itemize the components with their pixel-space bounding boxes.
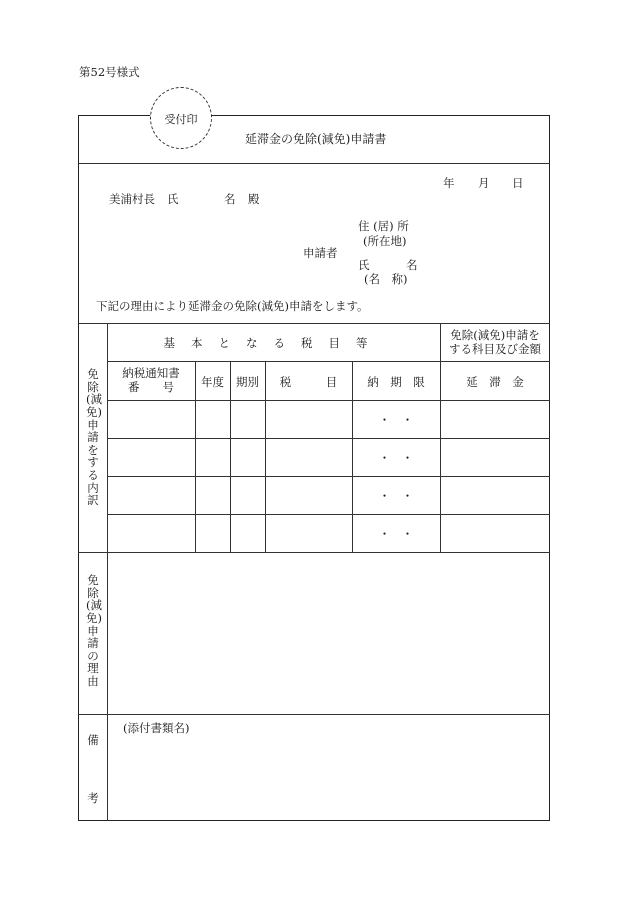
- col-year-header: 年度: [201, 375, 224, 389]
- addressee-name-label-2: 名: [224, 192, 236, 206]
- rule-title: [78, 163, 550, 164]
- applicant-address-sub: (所在地): [363, 234, 407, 248]
- amount-header-line-2: する科目及び金額: [449, 342, 541, 357]
- reception-stamp-area: [150, 87, 212, 149]
- row-4-due-date: ・ ・: [378, 527, 414, 541]
- addressee-name-label: 氏: [167, 192, 179, 206]
- rule-row-3: [107, 476, 550, 477]
- row-2-due-date: ・ ・: [378, 451, 414, 465]
- section-reason-label: 免除(減免)申請の理由: [86, 573, 102, 689]
- group-header: 基本となる税目等: [163, 336, 384, 350]
- rule-label-column: [107, 323, 108, 821]
- rule-amount-column: [440, 323, 441, 552]
- form-number: 第52号様式: [79, 65, 140, 79]
- amount-header-line-1: 免除(減免)申請を: [450, 328, 540, 342]
- col-notice-header-line-1: 納税通知書: [122, 366, 180, 380]
- col-period-header: 期別: [236, 375, 259, 389]
- date-year-label: 年: [443, 176, 455, 190]
- amount-header: [440, 328, 550, 357]
- remarks-label-bottom: 考: [87, 791, 99, 805]
- applicant-address-label: 住 (居) 所: [358, 219, 409, 233]
- applicant-label: 申請者: [303, 246, 338, 260]
- date-month-label: 月: [478, 176, 490, 190]
- attachments-label: (添付書類名): [123, 721, 190, 735]
- col-tax-header: 税 目: [279, 375, 338, 389]
- rule-row-4: [107, 514, 550, 515]
- remarks-label-top: 備: [87, 733, 99, 747]
- rule-row-2: [107, 438, 550, 439]
- applicant-name-sub: (名 称): [364, 272, 408, 286]
- rule-col-year: [195, 361, 196, 552]
- application-form-frame: [78, 115, 550, 821]
- rule-breakdown-end: [78, 552, 550, 553]
- date-day-label: 日: [512, 176, 524, 190]
- applicant-name-label: 氏: [358, 258, 370, 272]
- rule-subheader: [107, 361, 550, 362]
- reception-stamp-label: 受付印: [164, 113, 198, 126]
- rule-col-tax: [265, 361, 266, 552]
- rule-header: [78, 323, 550, 324]
- addressee-honorific: 殿: [248, 192, 260, 206]
- col-notice-header: [107, 366, 195, 395]
- row-1-due-date: ・ ・: [378, 413, 414, 427]
- row-3-due-date: ・ ・: [378, 489, 414, 503]
- application-statement: 下記の理由により延滞金の免除(減免)申請をします。: [96, 299, 369, 313]
- rule-col-period: [230, 361, 231, 552]
- rule-row-1: [107, 400, 550, 401]
- document-title: 延滞金の免除(減免)申請書: [245, 132, 387, 146]
- applicant-name-label-2: 名: [406, 258, 418, 272]
- addressee-title: 美浦村長: [109, 192, 155, 206]
- section-breakdown-label: 免除(減免)申請をする内訳: [86, 367, 102, 508]
- col-late-fee-header: 延 滞 金: [466, 375, 524, 389]
- rule-reason-end: [78, 714, 550, 715]
- col-due-header: 納 期 限: [367, 375, 425, 389]
- col-notice-header-line-2: 番 号: [128, 380, 174, 395]
